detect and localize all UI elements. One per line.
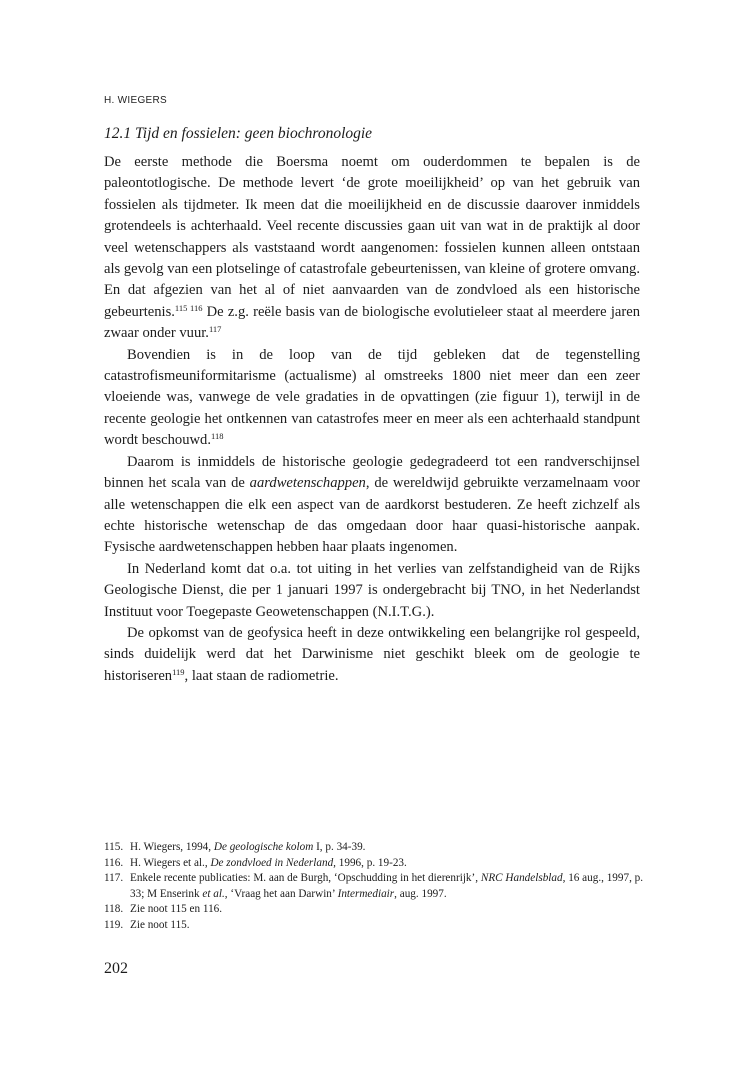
footnote-text xyxy=(130,903,222,915)
text-run: De opkomst van de geofysica heeft in deze ontwikkeling een belangrijke rol gespeeld, sinds duidelijk werd dat het Darwinisme niet geschikt bleek om de geologie te historiseren xyxy=(104,624,640,684)
paragraph xyxy=(104,452,640,559)
footnote-text xyxy=(130,872,643,900)
text-run: Zie noot 115 en 116. xyxy=(130,903,223,916)
italic-text: De geologische kolom xyxy=(213,841,314,853)
paragraph xyxy=(104,623,640,687)
footnote xyxy=(104,902,644,918)
text-run: , laat staan de radiometrie. xyxy=(184,667,339,684)
text-run: De z.g. reële basis van de biologische evolutieleer staat al meerdere jaren zwaar onder vuur. xyxy=(104,303,640,342)
footnote-number: 116. xyxy=(104,856,124,869)
paragraph xyxy=(104,152,640,345)
text-run: H. Wiegers, 1994, xyxy=(130,841,214,853)
paragraph xyxy=(104,345,640,452)
footnote xyxy=(104,840,644,856)
footnote-reference: 117 xyxy=(208,324,222,335)
footnote-text xyxy=(130,857,407,869)
text-run: , de wereldwijd gebruikte verzamelnaam voor alle wetenschappen die elk een aspect van de aardkorst bestuderen. Ze heeft zichzelf als echte historische wetenschap de das omgedaan door haar quasi-historische aanpak. Fysische aardwetenschappen hebben haar plaats ingenomen. xyxy=(104,475,640,556)
footnote-number: 119. xyxy=(104,918,124,931)
footnote-number: 117. xyxy=(104,872,124,885)
footnote-reference: 119 xyxy=(172,666,185,677)
text-run: Enkele recente publicaties: M. aan de Burgh, ‘Opschudding in het dierenrijk’, xyxy=(130,872,481,885)
footnote-text xyxy=(130,841,365,853)
text-run: Bovendien is in de loop van de tijd gebleken dat de tegenstelling catastrofismeuniformitarisme (actualisme) al omstreeks 1800 niet meer dan een zeer vloeiende was, vanwege de vele gradaties in de opvattingen (zie figuur 1), terwijl in de recente geologie het ontkennen van catastrofes meer en meer als een achterhaald standpunt wordt beschouwd. xyxy=(104,346,640,449)
footnote-reference: 115 116 xyxy=(174,302,203,313)
page-number: 202 xyxy=(104,960,128,977)
section-title: 12.1 Tijd en fossielen: geen biochronologie xyxy=(104,125,373,142)
footnote-number: 118. xyxy=(104,903,124,916)
footnote-reference: 118 xyxy=(211,431,224,442)
body-text xyxy=(104,152,640,687)
footnote-text xyxy=(130,919,190,931)
text-run: In Nederland komt dat o.a. tot uiting in het verlies van zelfstandigheid van de Rijks Geologische Dienst, die per 1 januari 1997 is ondergebracht bij TNO, in het Nederlandst Instituut voor Toegepaste Geowetenschappen (N.I.T.G.). xyxy=(104,560,640,620)
text-run: 1996, p. 19-23. xyxy=(335,856,407,869)
text-run: , aug. 1997. xyxy=(394,887,447,900)
text-run: , ‘Vraag het aan Darwin’ xyxy=(224,887,338,900)
italic-text: De zondvloed in Nederland, xyxy=(210,856,336,869)
text-run: 16 aug., 1997, p. 33; M Enserink xyxy=(130,872,644,900)
text-run: I, p. 34-39. xyxy=(313,841,366,853)
footnote xyxy=(104,871,644,902)
footnote xyxy=(104,918,644,934)
italic-text: et al. xyxy=(202,887,225,900)
text-run: Zie noot 115. xyxy=(130,918,190,931)
paragraph xyxy=(104,559,640,623)
footnote xyxy=(104,856,644,872)
text-run: H. Wiegers et al., xyxy=(130,856,211,869)
footnote-number: 115. xyxy=(104,841,124,853)
text-run: De eerste methode die Boersma noemt om ouderdommen te bepalen is de paleontotlogische. De methode levert ‘de grote moeilijkheid’ op van het gebruik van fossielen als tijdmeter. Ik meen dat die moeilijkheid en de discussie daarover inmiddels grotendeels is achterhaald. Veel recente discussies gaan uit van wat in de praktijk al door veel wetenschappers als vaststaand wordt aangenomen: fossielen kunnen alleen ontstaan als gevolg van een plotselinge of catastrofale gebeurtenissen, van kleine of grotere omvang. En dat afgezien van het al of niet aanvaarden van de zondvloed als een historische gebeurtenis. xyxy=(104,154,640,320)
italic-text: Intermediair xyxy=(337,887,395,900)
italic-text: aardwetenschappen xyxy=(249,475,366,492)
italic-text: NRC Handelsblad, xyxy=(480,872,566,885)
text-run: Daarom is inmiddels de historische geologie gedegradeerd tot een randverschijnsel binnen het scala van de xyxy=(104,453,640,492)
footnotes xyxy=(104,840,644,934)
running-head: H. WIEGERS xyxy=(104,95,168,106)
